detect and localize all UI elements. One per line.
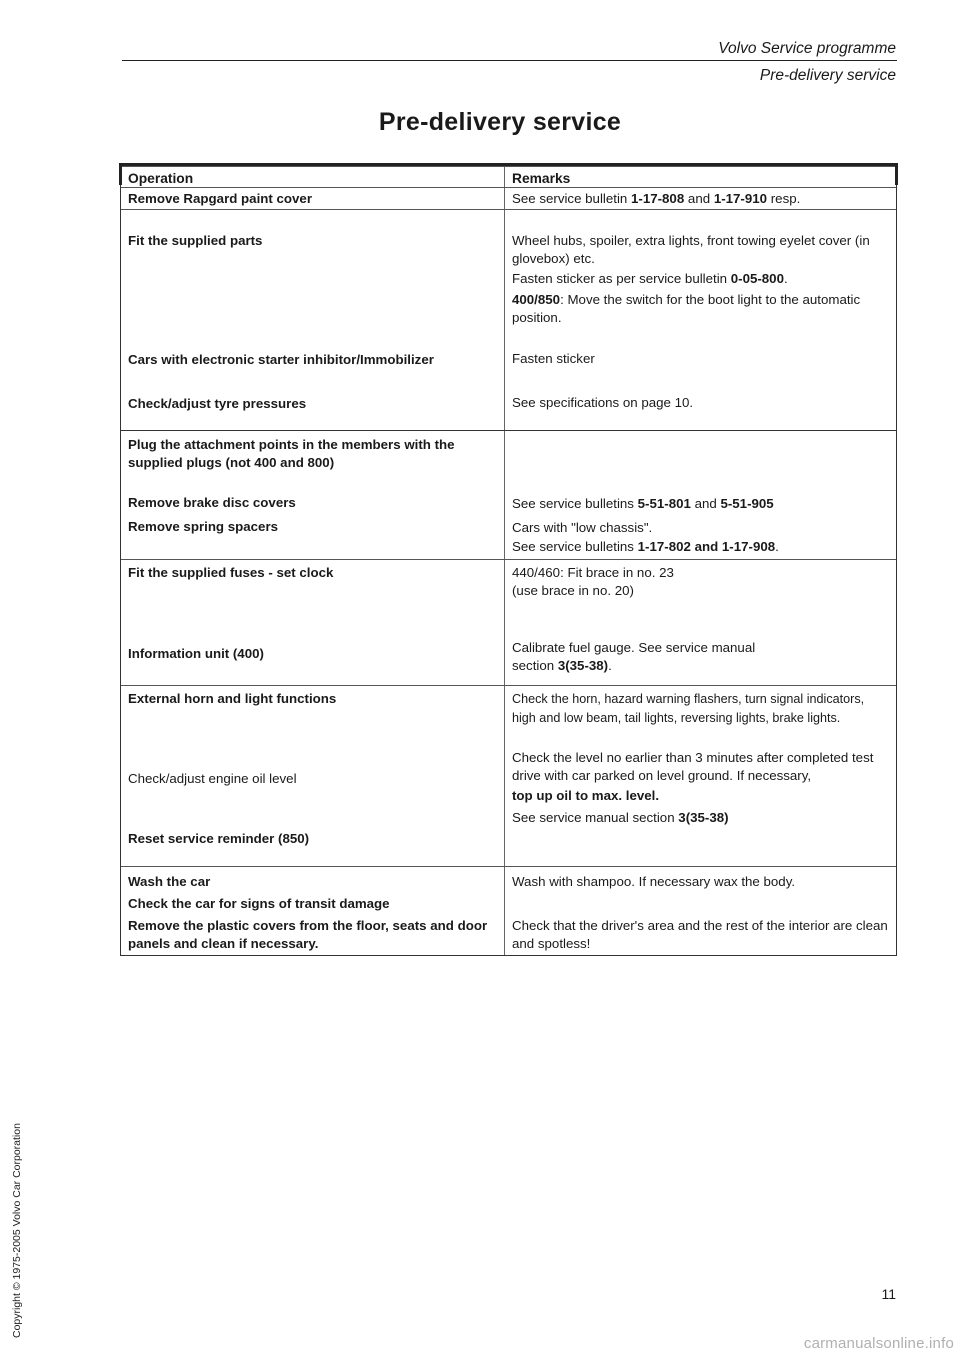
remark-service-reminder: See service manual section 3(35-38) — [512, 810, 729, 825]
operation-cell — [121, 867, 505, 955]
operation-cell — [121, 210, 505, 430]
table-row-group — [121, 559, 896, 685]
remark-information-unit-2: section 3(35-38). — [512, 658, 612, 673]
remark-immobilizer: Fasten sticker — [512, 351, 595, 366]
remark-fit-parts-1: Wheel hubs, spoiler, extra lights, front towing eyelet cover (in glovebox) etc. — [512, 233, 870, 266]
remark-horn-lights: Check the horn, hazard warning flashers, turn signal indicators, high and low beam, tail lights, reversing lights, brake lights. — [512, 692, 865, 725]
service-table — [120, 165, 897, 956]
column-header-remarks: Remarks — [512, 171, 571, 186]
operation-plug-attachment: Plug the attachment points in the members with the supplied plugs (not 400 and 800) — [128, 437, 455, 470]
operation-spring-spacers: Remove spring spacers — [128, 519, 279, 534]
operation-information-unit: Information unit (400) — [128, 646, 264, 661]
operation-cell — [121, 431, 505, 559]
table-row-group — [121, 685, 896, 866]
remark-tyre-pressures: See specifications on page 10. — [512, 395, 694, 410]
page-title: Pre-delivery service — [378, 108, 622, 136]
operation-fit-parts: Fit the supplied parts — [128, 233, 263, 248]
remarks-cell — [505, 867, 896, 955]
operation-brake-disc-covers: Remove brake disc covers — [128, 495, 296, 510]
remark-fuses-clock-2: (use brace in no. 20) — [512, 583, 634, 598]
copyright-notice: Copyright © 1975-2005 Volvo Car Corporation — [11, 1123, 23, 1338]
operation-cell: Remove Rapgard paint cover — [121, 188, 505, 209]
operation-cell — [121, 686, 505, 866]
table-row — [121, 187, 896, 209]
remark-spring-spacers-1: Cars with "low chassis". — [512, 520, 653, 535]
operation-cell — [121, 560, 505, 685]
operation-transit-damage: Check the car for signs of transit damage — [128, 896, 390, 911]
operation-engine-oil: Check/adjust engine oil level — [128, 771, 297, 786]
remark-information-unit-1: Calibrate fuel gauge. See service manual — [512, 640, 756, 655]
header-section: Pre-delivery service — [759, 67, 896, 84]
operation-fuses-clock: Fit the supplied fuses - set clock — [128, 565, 334, 580]
remarks-cell — [505, 686, 896, 866]
operation-plastic-covers: Remove the plastic covers from the floor, seats and door panels and clean if necessary. — [128, 918, 488, 951]
remarks-cell — [505, 210, 896, 430]
watermark: carmanualsonline.info — [803, 1335, 954, 1352]
table-row-group — [121, 209, 896, 430]
remark-spring-spacers-2: See service bulletins 1-17-802 and 1-17-908. — [512, 539, 779, 554]
operation-wash-car: Wash the car — [128, 874, 211, 889]
page-number: 11 — [881, 1286, 896, 1302]
remark-brake-disc-covers: See service bulletins 5-51-801 and 5-51-905 — [512, 496, 774, 511]
table-row-group — [121, 866, 896, 955]
operation-horn-lights: External horn and light functions — [128, 691, 337, 706]
remark-plastic-covers: Check that the driver's area and the rest of the interior are clean and spotless! — [512, 918, 888, 951]
operation-tyre-pressures: Check/adjust tyre pressures — [128, 396, 307, 411]
table-top-bar-end — [895, 163, 898, 185]
remark-fit-parts-2: Fasten sticker as per service bulletin 0-05-800. — [512, 271, 788, 286]
table-row-group — [121, 430, 896, 559]
table-header-row — [121, 166, 896, 187]
remarks-cell — [505, 560, 896, 685]
remark-engine-oil-1: Check the level no earlier than 3 minutes after completed test drive with car parked on level ground. If necessary, — [512, 750, 874, 783]
operation-service-reminder: Reset service reminder (850) — [128, 831, 310, 846]
header-programme: Volvo Service programme — [718, 40, 896, 57]
table-top-bar-start — [119, 163, 122, 185]
remarks-cell: See service bulletin 1-17-808 and 1-17-910 resp. — [512, 191, 801, 206]
header-rule — [122, 60, 897, 61]
remarks-cell — [505, 431, 896, 559]
operation-immobilizer: Cars with electronic starter inhibitor/Immobilizer — [128, 352, 434, 367]
remark-fuses-clock-1: 440/460: Fit brace in no. 23 — [512, 565, 674, 580]
remark-engine-oil-2: top up oil to max. level. — [512, 788, 660, 803]
remark-wash-car: Wash with shampoo. If necessary wax the body. — [512, 874, 796, 889]
column-header-operation: Operation — [121, 167, 505, 187]
table-top-bar — [120, 163, 898, 166]
remark-fit-parts-3: 400/850: Move the switch for the boot light to the automatic position. — [512, 292, 861, 325]
